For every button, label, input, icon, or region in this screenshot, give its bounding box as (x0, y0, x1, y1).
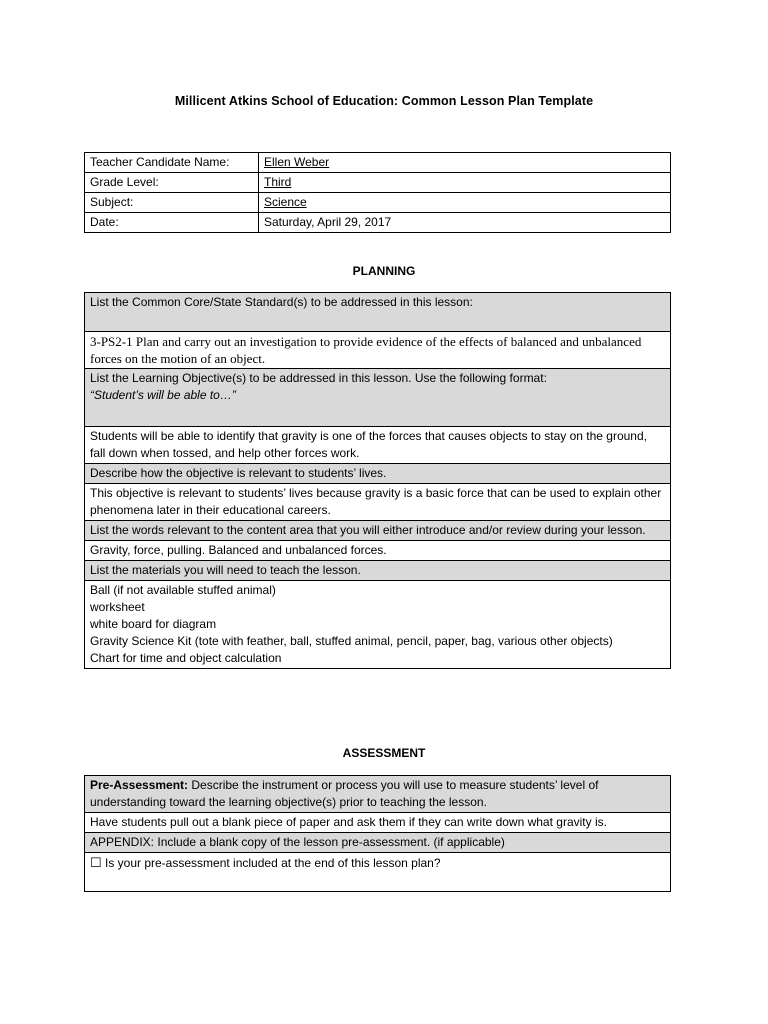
subject-text: Science (264, 195, 307, 209)
checkbox-label: Is your pre-assessment included at the end of this lesson plan? (101, 856, 441, 870)
list-item: worksheet (90, 600, 145, 614)
objective-prompt: List the Learning Objective(s) to be addressed in this lesson. Use the following format: (90, 371, 547, 385)
checkbox-row (85, 853, 671, 892)
standard-prompt: List the Common Core/State Standard(s) to be addressed in this lesson: (85, 293, 671, 332)
table-row (85, 521, 671, 541)
assessment-table (84, 775, 671, 892)
words-prompt: List the words relevant to the content area that you will either introduce and/or review during your lesson. (85, 521, 671, 541)
teacher-name-value (259, 153, 671, 173)
table-row (85, 153, 671, 173)
objective-text: Students will be able to identify that gravity is one of the forces that causes objects to stay on the ground, fall down when tossed, and help other forces work. (85, 427, 671, 464)
grade-level-value (259, 173, 671, 193)
date-value: Saturday, April 29, 2017 (259, 213, 671, 233)
table-row (85, 541, 671, 561)
table-row (85, 484, 671, 521)
relevance-prompt: Describe how the objective is relevant to students’ lives. (85, 464, 671, 484)
list-item: Gravity Science Kit (tote with feather, ball, stuffed animal, pencil, paper, bag, various other objects) (90, 634, 613, 648)
date-label: Date: (85, 213, 259, 233)
table-row (85, 561, 671, 581)
pre-assessment-prompt: Describe the instrument or process you will use to measure students’ level of understanding toward the learning objective(s) prior to teaching the lesson. (90, 778, 599, 809)
objective-format: “Student’s will be able to…” (90, 388, 236, 402)
pre-assessment-prompt-cell (85, 776, 671, 813)
table-row (85, 776, 671, 813)
appendix-prompt: APPENDIX: Include a blank copy of the lesson pre-assessment. (if applicable) (85, 833, 671, 853)
words-text: Gravity, force, pulling. Balanced and unbalanced forces. (85, 541, 671, 561)
pre-assessment-label: Pre-Assessment: (90, 778, 189, 792)
table-row (85, 813, 671, 833)
table-row (85, 213, 671, 233)
relevance-text: This objective is relevant to students’ lives because gravity is a basic force that can be used to explain other phenomena later in their educational careers. (85, 484, 671, 521)
materials-prompt: List the materials you will need to teach the lesson. (85, 561, 671, 581)
teacher-name-text: Ellen Weber (264, 155, 330, 169)
planning-heading: PLANNING (352, 264, 416, 278)
table-row (85, 581, 671, 669)
standard-text: 3-PS2-1 Plan and carry out an investigation to provide evidence of the effects of balanced and unbalanced forces on the motion of an object. (85, 332, 671, 369)
list-item: white board for diagram (90, 617, 217, 631)
table-row (85, 464, 671, 484)
objective-prompt-cell (85, 369, 671, 427)
subject-label: Subject: (85, 193, 259, 213)
grade-level-text: Third (264, 175, 292, 189)
grade-level-label: Grade Level: (85, 173, 259, 193)
assessment-heading: ASSESSMENT (342, 746, 426, 760)
teacher-name-label: Teacher Candidate Name: (85, 153, 259, 173)
list-item: Chart for time and object calculation (90, 651, 282, 665)
table-row (85, 369, 671, 427)
planning-table (84, 292, 671, 669)
table-row (85, 293, 671, 332)
table-row (85, 853, 671, 892)
pre-assessment-text: Have students pull out a blank piece of paper and ask them if they can write down what gravity is. (85, 813, 671, 833)
document-title: Millicent Atkins School of Education: Common Lesson Plan Template (174, 94, 594, 108)
subject-value (259, 193, 671, 213)
table-row (85, 193, 671, 213)
table-row (85, 332, 671, 369)
materials-list (85, 581, 671, 669)
checkbox-icon[interactable]: ☐ (90, 855, 102, 870)
table-row (85, 833, 671, 853)
table-row (85, 173, 671, 193)
list-item: Ball (if not available stuffed animal) (90, 583, 276, 597)
table-row (85, 427, 671, 464)
teacher-info-table (84, 152, 671, 233)
